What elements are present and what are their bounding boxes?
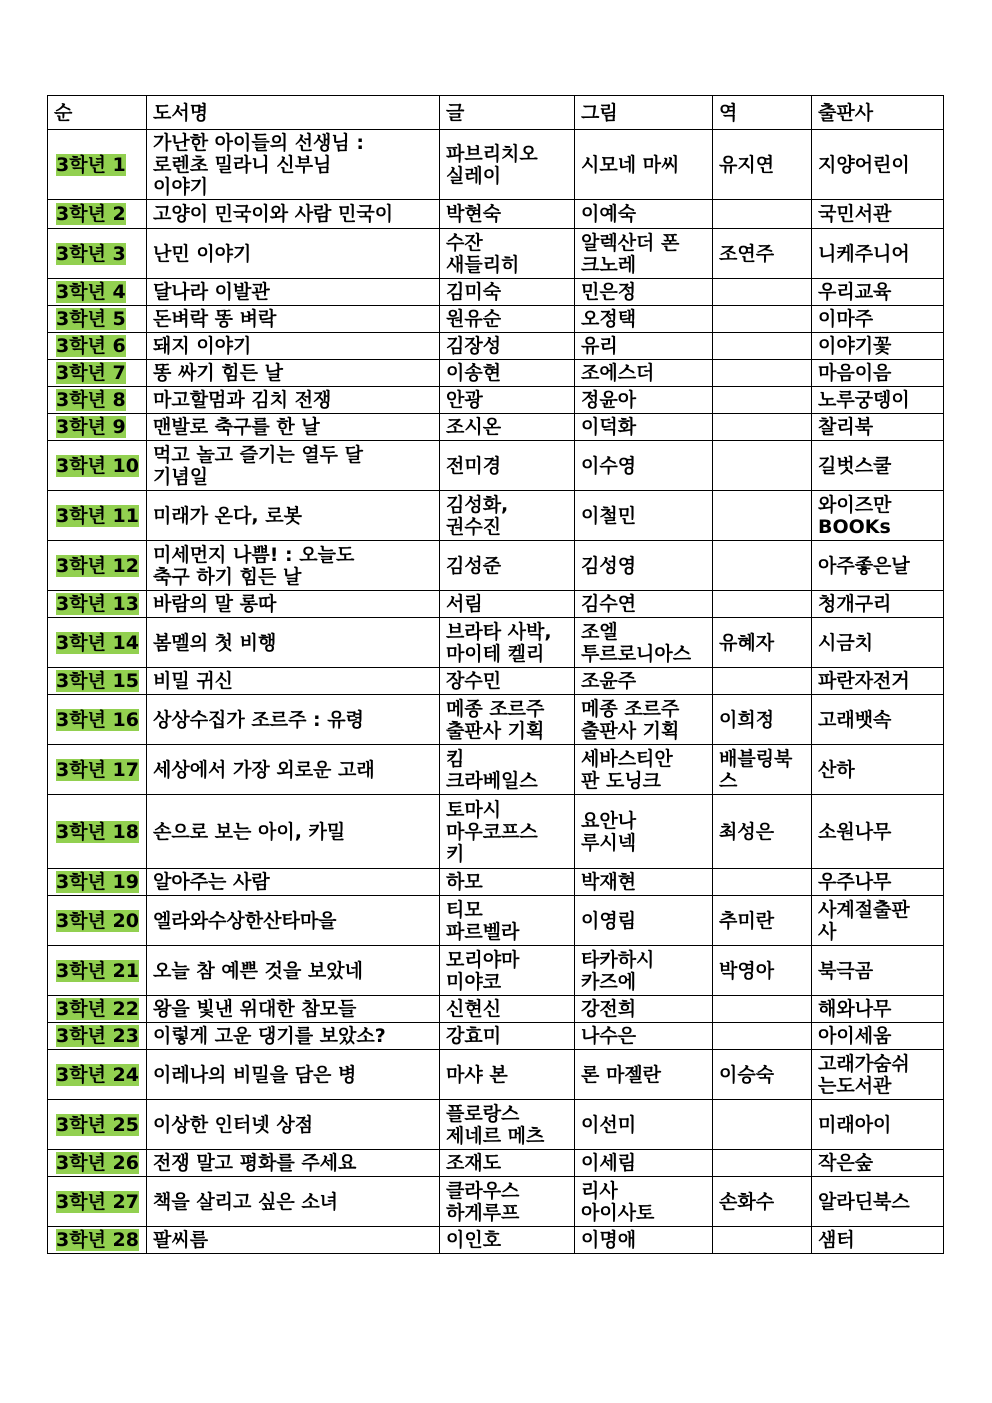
cell-title: 오늘 참 예쁜 것을 보았네 [147,946,440,996]
cell-author: 김장성 [440,333,575,360]
cell-title: 세상에서 가장 외로운 고래 [147,745,440,795]
cell-title: 맨발로 축구를 한 날 [147,414,440,441]
cell-author: 파브리치오 실레이 [440,130,575,200]
cell-illustrator: 이명애 [575,1227,713,1254]
cell-illustrator: 조윤주 [575,668,713,695]
cell-title: 미세먼지 나쁨! : 오늘도 축구 하기 힘든 날 [147,541,440,591]
cell-illustrator: 시모네 마씨 [575,130,713,200]
cell-seq [48,1177,147,1227]
cell-title: 똥 싸기 힘든 날 [147,360,440,387]
cell-seq [48,1050,147,1100]
cell-seq [48,279,147,306]
cell-seq [48,896,147,946]
cell-illustrator: 알렉산더 폰 크노레 [575,229,713,279]
cell-illustrator: 오정택 [575,306,713,333]
cell-title: 미래가 온다, 로봇 [147,491,440,541]
cell-title: 팔씨름 [147,1227,440,1254]
table-row [48,1050,944,1100]
cell-publisher: 국민서관 [812,200,944,229]
cell-illustrator: 강전희 [575,996,713,1023]
seq-label: 3학년 24 [56,1063,139,1086]
header-row [48,96,944,130]
cell-author: 이인호 [440,1227,575,1254]
cell-publisher: 길벗스쿨 [812,441,944,491]
cell-translator [713,1150,812,1177]
cell-translator [713,200,812,229]
cell-publisher: 산하 [812,745,944,795]
cell-seq [48,306,147,333]
cell-author: 토마시 마우코프스 키 [440,795,575,869]
cell-seq [48,591,147,618]
cell-translator [713,333,812,360]
table-row [48,441,944,491]
cell-author: 하모 [440,869,575,896]
cell-translator [713,279,812,306]
cell-author: 김성준 [440,541,575,591]
cell-publisher: 해와나무 [812,996,944,1023]
table-row [48,668,944,695]
cell-publisher: 아이세움 [812,1023,944,1050]
cell-publisher: 시금치 [812,618,944,668]
cell-illustrator: 나수은 [575,1023,713,1050]
cell-publisher: 소원나무 [812,795,944,869]
cell-seq [48,946,147,996]
cell-illustrator: 이선미 [575,1100,713,1150]
cell-seq [48,491,147,541]
cell-translator [713,306,812,333]
seq-label: 3학년 28 [56,1229,139,1251]
table-row [48,591,944,618]
cell-author: 김성화, 권수진 [440,491,575,541]
table-row [48,541,944,591]
cell-translator [713,541,812,591]
table-row [48,618,944,668]
cell-publisher: 샘터 [812,1227,944,1254]
cell-title: 돈벼락 똥 벼락 [147,306,440,333]
cell-seq [48,1150,147,1177]
seq-label: 3학년 26 [56,1152,139,1174]
table-row [48,200,944,229]
seq-label: 3학년 1 [56,153,126,176]
cell-author: 킴 크라베일스 [440,745,575,795]
cell-translator: 손화수 [713,1177,812,1227]
seq-label: 3학년 3 [56,242,126,265]
cell-author: 김미숙 [440,279,575,306]
cell-illustrator: 조에스더 [575,360,713,387]
table-row [48,896,944,946]
cell-author: 이송현 [440,360,575,387]
cell-publisher: 작은숲 [812,1150,944,1177]
seq-label: 3학년 25 [56,1113,139,1136]
cell-author: 조재도 [440,1150,575,1177]
table-row [48,1227,944,1254]
seq-label: 3학년 21 [56,959,139,982]
cell-publisher: 마음이음 [812,360,944,387]
cell-illustrator: 이세림 [575,1150,713,1177]
cell-author: 신현신 [440,996,575,1023]
cell-translator [713,441,812,491]
header-illustrator: 그림 [575,96,713,130]
cell-title: 알아주는 사람 [147,869,440,896]
cell-seq [48,869,147,896]
cell-author: 티모 파르벨라 [440,896,575,946]
cell-publisher: 고래가숨쉬 는도서관 [812,1050,944,1100]
cell-translator [713,491,812,541]
seq-label: 3학년 5 [56,308,126,330]
cell-publisher: 노루궁뎅이 [812,387,944,414]
cell-illustrator: 이철민 [575,491,713,541]
cell-translator [713,360,812,387]
table-row [48,130,944,200]
cell-author: 박현숙 [440,200,575,229]
cell-seq [48,333,147,360]
header-publisher: 출판사 [812,96,944,130]
cell-translator: 조연주 [713,229,812,279]
cell-illustrator: 박재현 [575,869,713,896]
cell-author: 마샤 본 [440,1050,575,1100]
cell-title: 왕을 빛낸 위대한 참모들 [147,996,440,1023]
table-row [48,1100,944,1150]
cell-illustrator: 조엘 투르로니아스 [575,618,713,668]
cell-publisher: 사계절출판 사 [812,896,944,946]
table-row [48,795,944,869]
seq-label: 3학년 27 [56,1190,139,1213]
header-translator: 역 [713,96,812,130]
cell-title: 봄멜의 첫 비행 [147,618,440,668]
cell-translator [713,414,812,441]
cell-author: 전미경 [440,441,575,491]
cell-translator: 배블링북 스 [713,745,812,795]
cell-translator [713,1100,812,1150]
cell-seq [48,387,147,414]
seq-label: 3학년 11 [56,504,139,527]
cell-publisher: 고래뱃속 [812,695,944,745]
table-row [48,279,944,306]
cell-publisher: 이마주 [812,306,944,333]
seq-label: 3학년 14 [56,631,139,654]
cell-title: 가난한 아이들의 선생님 : 로렌초 밀라니 신부님 이야기 [147,130,440,200]
cell-seq [48,1023,147,1050]
cell-publisher: 지양어린이 [812,130,944,200]
seq-label: 3학년 9 [56,416,126,438]
cell-translator [713,996,812,1023]
seq-label: 3학년 4 [56,281,126,303]
cell-title: 이렇게 고운 댕기를 보았소? [147,1023,440,1050]
seq-label: 3학년 22 [56,998,139,1020]
cell-title: 달나라 이발관 [147,279,440,306]
cell-seq [48,695,147,745]
seq-label: 3학년 2 [56,203,126,225]
cell-translator [713,591,812,618]
cell-title: 비밀 귀신 [147,668,440,695]
cell-publisher: 우주나무 [812,869,944,896]
seq-label: 3학년 10 [56,454,139,477]
cell-illustrator: 메종 조르주 출판사 기획 [575,695,713,745]
cell-seq [48,414,147,441]
cell-author: 조시온 [440,414,575,441]
table-row [48,414,944,441]
cell-title: 마고할멈과 김치 전쟁 [147,387,440,414]
cell-title: 난민 이야기 [147,229,440,279]
table-row [48,695,944,745]
cell-author: 장수민 [440,668,575,695]
cell-translator [713,668,812,695]
cell-seq [48,229,147,279]
seq-label: 3학년 16 [56,708,139,731]
cell-illustrator: 이수영 [575,441,713,491]
cell-author: 안광 [440,387,575,414]
seq-label: 3학년 7 [56,362,126,384]
table-row [48,1023,944,1050]
cell-publisher: 파란자전거 [812,668,944,695]
cell-illustrator: 리사 아이사토 [575,1177,713,1227]
cell-translator: 유혜자 [713,618,812,668]
cell-author: 강효미 [440,1023,575,1050]
cell-illustrator: 이영림 [575,896,713,946]
cell-publisher: 알라딘북스 [812,1177,944,1227]
cell-publisher: 찰리북 [812,414,944,441]
cell-illustrator: 김성영 [575,541,713,591]
cell-illustrator: 론 마젤란 [575,1050,713,1100]
cell-author: 모리야마 미야코 [440,946,575,996]
cell-title: 돼지 이야기 [147,333,440,360]
cell-illustrator: 타카하시 카즈에 [575,946,713,996]
cell-seq [48,618,147,668]
table-row [48,996,944,1023]
seq-label: 3학년 15 [56,670,139,692]
cell-title: 손으로 보는 아이, 카밀 [147,795,440,869]
cell-translator [713,387,812,414]
cell-translator: 추미란 [713,896,812,946]
cell-author: 원유순 [440,306,575,333]
table-row [48,333,944,360]
cell-seq [48,441,147,491]
table-row [48,745,944,795]
cell-title: 이상한 인터넷 상점 [147,1100,440,1150]
cell-seq [48,360,147,387]
table-row [48,360,944,387]
seq-label: 3학년 6 [56,335,126,357]
cell-title: 바람의 말 롱따 [147,591,440,618]
cell-author: 수잔 새들리히 [440,229,575,279]
table-row [48,387,944,414]
cell-publisher: 우리교육 [812,279,944,306]
seq-label: 3학년 17 [56,758,139,781]
cell-seq [48,1227,147,1254]
cell-illustrator: 유리 [575,333,713,360]
cell-seq [48,745,147,795]
cell-seq [48,1100,147,1150]
cell-author: 서림 [440,591,575,618]
cell-title: 엘라와수상한산타마을 [147,896,440,946]
cell-seq [48,200,147,229]
cell-illustrator: 요안나 루시넥 [575,795,713,869]
cell-title: 책을 살리고 싶은 소녀 [147,1177,440,1227]
cell-publisher: 이야기꽃 [812,333,944,360]
cell-illustrator: 정윤아 [575,387,713,414]
book-list-table [47,95,944,1254]
table-row [48,229,944,279]
table-row [48,1177,944,1227]
cell-title: 고양이 민국이와 사람 민국이 [147,200,440,229]
cell-author: 플로랑스 제네르 메츠 [440,1100,575,1150]
cell-publisher: 미래아이 [812,1100,944,1150]
cell-title: 먹고 놀고 즐기는 열두 달 기념일 [147,441,440,491]
cell-illustrator: 이덕화 [575,414,713,441]
seq-label: 3학년 23 [56,1025,139,1047]
seq-label: 3학년 20 [56,909,139,932]
cell-translator: 이희정 [713,695,812,745]
cell-seq [48,996,147,1023]
cell-author: 메종 조르주 출판사 기획 [440,695,575,745]
cell-title: 이레나의 비밀을 담은 병 [147,1050,440,1100]
cell-publisher: 아주좋은날 [812,541,944,591]
cell-illustrator: 세바스티안 판 도닝크 [575,745,713,795]
seq-label: 3학년 8 [56,389,126,411]
cell-author: 클라우스 하게루프 [440,1177,575,1227]
cell-translator [713,1023,812,1050]
seq-label: 3학년 12 [56,554,139,577]
cell-seq [48,541,147,591]
cell-seq [48,668,147,695]
table-row [48,1150,944,1177]
table-row [48,946,944,996]
cell-seq [48,795,147,869]
cell-author: 브라타 사박, 마이테 켈리 [440,618,575,668]
cell-translator: 박영아 [713,946,812,996]
seq-label: 3학년 18 [56,820,139,843]
cell-translator: 최성은 [713,795,812,869]
table-row [48,869,944,896]
cell-illustrator: 이예숙 [575,200,713,229]
cell-illustrator: 김수연 [575,591,713,618]
table-row [48,491,944,541]
cell-publisher: 북극곰 [812,946,944,996]
header-seq: 순 [48,96,147,130]
cell-publisher: 청개구리 [812,591,944,618]
header-author: 글 [440,96,575,130]
header-title: 도서명 [147,96,440,130]
cell-translator: 이승숙 [713,1050,812,1100]
cell-translator [713,869,812,896]
seq-label: 3학년 13 [56,593,139,615]
cell-publisher: 니케주니어 [812,229,944,279]
seq-label: 3학년 19 [56,871,139,893]
cell-seq [48,130,147,200]
cell-title: 상상수집가 조르주 : 유령 [147,695,440,745]
cell-publisher: 와이즈만 BOOKs [812,491,944,541]
cell-translator: 유지연 [713,130,812,200]
cell-translator [713,1227,812,1254]
cell-illustrator: 민은정 [575,279,713,306]
cell-title: 전쟁 말고 평화를 주세요 [147,1150,440,1177]
table-row [48,306,944,333]
